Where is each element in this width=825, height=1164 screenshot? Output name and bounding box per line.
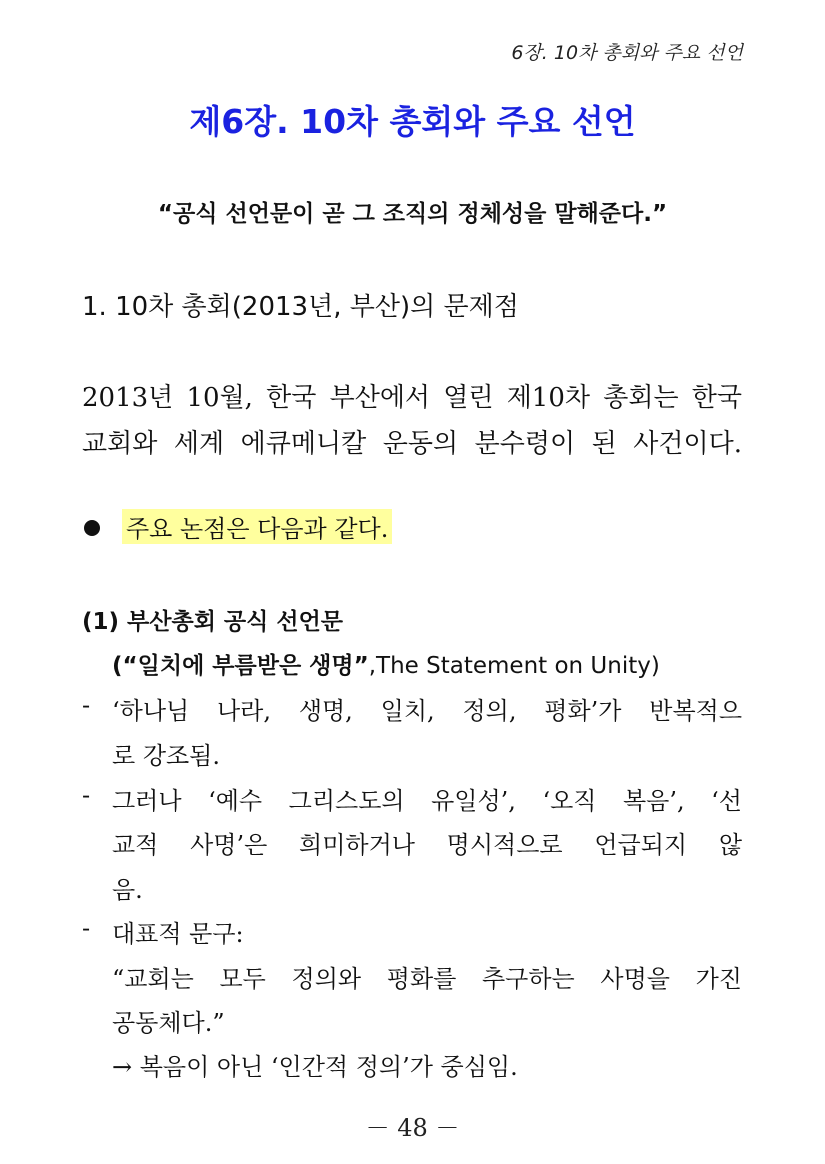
point-line: 그러나 ‘예수 그리스도의 유일성’, ‘오직 복음’, ‘선 [112, 787, 742, 815]
intro-paragraph-line: 교회와 세계 에큐메니칼 운동의 분수령이 된 사건이다. [82, 429, 742, 459]
conclusion-line: → 복음이 아닌 ‘인간적 정의’가 중심임. [112, 1053, 518, 1081]
point-line: 음. [112, 876, 143, 904]
running-header: 6장. 10차 총회와 주요 선언 [511, 42, 743, 64]
point-line: 교적 사명’은 희미하거나 명시적으로 언급되지 않 [112, 831, 742, 859]
chapter-title: 제6장. 10차 총회와 주요 선언 [189, 102, 636, 141]
intro-paragraph-line: 2013년 10월, 한국 부산에서 열린 제10차 총회는 한국 [82, 383, 742, 413]
statement-title [112, 647, 660, 680]
epigraph-quote: “공식 선언문이 곧 그 조직의 정체성을 말해준다.” [157, 201, 668, 227]
dash-marker: - [82, 781, 91, 809]
quote-line: 공동체다.” [112, 1009, 225, 1037]
statement-korean: (“일치에 부름받은 생명” [112, 653, 369, 679]
bullet-icon [84, 520, 100, 536]
dash-marker: - [82, 691, 91, 719]
sub-heading: (1) 부산총회 공식 선언문 [82, 609, 344, 635]
statement-english: ,The Statement on Unity) [368, 653, 660, 679]
quote-line: “교회는 모두 정의와 평화를 추구하는 사명을 가진 [112, 965, 742, 993]
dash-marker: - [82, 914, 91, 942]
point-line: ‘하나님 나라, 생명, 일치, 정의, 평화’가 반복적으 [112, 697, 742, 725]
point-line: 대표적 문구: [112, 920, 244, 948]
page-number: － 48 － [365, 1114, 460, 1142]
highlighted-bullet-text: 주요 논점은 다음과 같다. [122, 509, 392, 544]
point-line: 로 강조됨. [112, 742, 220, 770]
section-heading: 1. 10차 총회(2013년, 부산)의 문제점 [82, 292, 519, 322]
